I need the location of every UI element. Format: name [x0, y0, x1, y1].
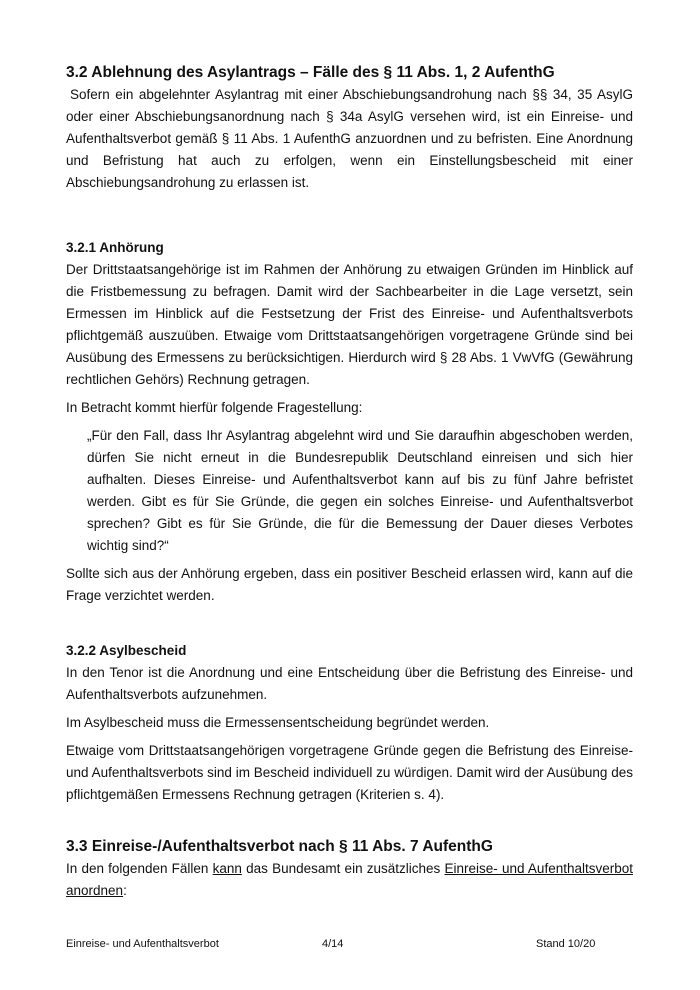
- paragraph-3-3: [66, 858, 633, 902]
- paragraph-3-2-2-b: Im Asylbescheid muss die Ermessensentscheidung begründet werden.: [66, 715, 490, 730]
- interview-question-quote: „Für den Fall, dass Ihr Asylantrag abgelehnt wird und Sie daraufhin abgeschoben werden, dürfen Sie nicht erneut in die Bundesrepublik Deutschland einreisen und sich hier aufhalten. Dieses Einreise- und Aufenthaltsverbot kann auf bis zu fünf Jahre befristet werden. Gibt es für Sie Gründe, die gegen ein solches Einreise- und Aufenthaltsverbot sprechen? Gibt es für Sie Gründe, die für die Bemessung der Dauer dieses Verbotes wichtig sind?“: [87, 428, 633, 553]
- document-page: [66, 62, 633, 902]
- paragraph-3-2-1-c: Sollte sich aus der Anhörung ergeben, dass ein positiver Bescheid erlassen wird, kann auf die Frage verzichtet werden.: [66, 566, 633, 603]
- paragraph-3-2: Sofern ein abgelehnter Asylantrag mit einer Abschiebungsandrohung nach §§ 34, 35 AsylG oder einer Abschiebungsanordnung nach § 34a AsylG versehen wird, ist ein Einreise- und Aufenthaltsverbot gemäß § 11 Abs. 1 AufenthG anzuordnen und zu befristen. Eine Anordnung und Befristung hat auch zu erfolgen, wenn ein Einstellungsbescheid mit einer Abschiebungsandrohung zu erlassen ist.: [66, 87, 633, 190]
- paragraph-3-2-1-b: In Betracht kommt hierfür folgende Fragestellung:: [66, 400, 363, 415]
- underlined-einreise-verbot: Einreise- und Aufenthaltsverbot anordnen: [66, 861, 633, 898]
- section-heading-3-2-2: 3.2.2 Asylbescheid: [66, 643, 187, 658]
- footer-version: Stand 10/20: [536, 938, 596, 950]
- underlined-kann: kann: [212, 861, 242, 876]
- footer-document-title: Einreise- und Aufenthaltsverbot: [66, 938, 219, 950]
- section-heading-3-2: 3.2 Ablehnung des Asylantrags – Fälle des § 11 Abs. 1, 2 AufenthG: [66, 64, 555, 81]
- paragraph-3-3-text-before: In den folgenden Fällen: [66, 861, 213, 876]
- paragraph-3-2-1-a: Der Drittstaatsangehörige ist im Rahmen der Anhörung zu etwaigen Gründen im Hinblick auf die Fristbemessung zu befragen. Damit wird der Sachbearbeiter in die Lage versetzt, sein Ermessen im Hinblick auf die Festsetzung der Frist des Einreise- und Aufenthaltsverbots pflichtgemäß auszuüben. Etwaige vom Drittstaatsangehörigen vorgetragene Gründe sind bei Ausübung des Ermessens zu berücksichtigen. Hierdurch wird § 28 Abs. 1 VwVfG (Gewährung rechtlichen Gehörs) Rechnung getragen.: [66, 262, 633, 387]
- paragraph-3-2-2-c: Etwaige vom Drittstaatsangehörigen vorgetragene Gründe gegen die Befristung des Einreise- und Aufenthaltsverbots sind im Bescheid individuell zu würdigen. Damit wird der Ausübung des pflichtgemäßen Ermessens Rechnung getragen (Kriterien s. 4).: [66, 743, 633, 802]
- paragraph-3-3-text-after: :: [123, 883, 127, 898]
- paragraph-3-3-text-middle: das Bundesamt ein zusätzliches: [241, 861, 445, 876]
- section-heading-3-2-1: 3.2.1 Anhörung: [66, 240, 164, 255]
- paragraph-3-2-2-a: In den Tenor ist die Anordnung und eine Entscheidung über die Befristung des Einreise- und Aufenthaltsverbots aufzunehmen.: [66, 665, 633, 702]
- section-heading-3-3: 3.3 Einreise-/Aufenthaltsverbot nach § 11 Abs. 7 AufenthG: [66, 838, 493, 855]
- footer-page-number: 4/14: [322, 938, 344, 950]
- page-footer: [66, 935, 633, 953]
